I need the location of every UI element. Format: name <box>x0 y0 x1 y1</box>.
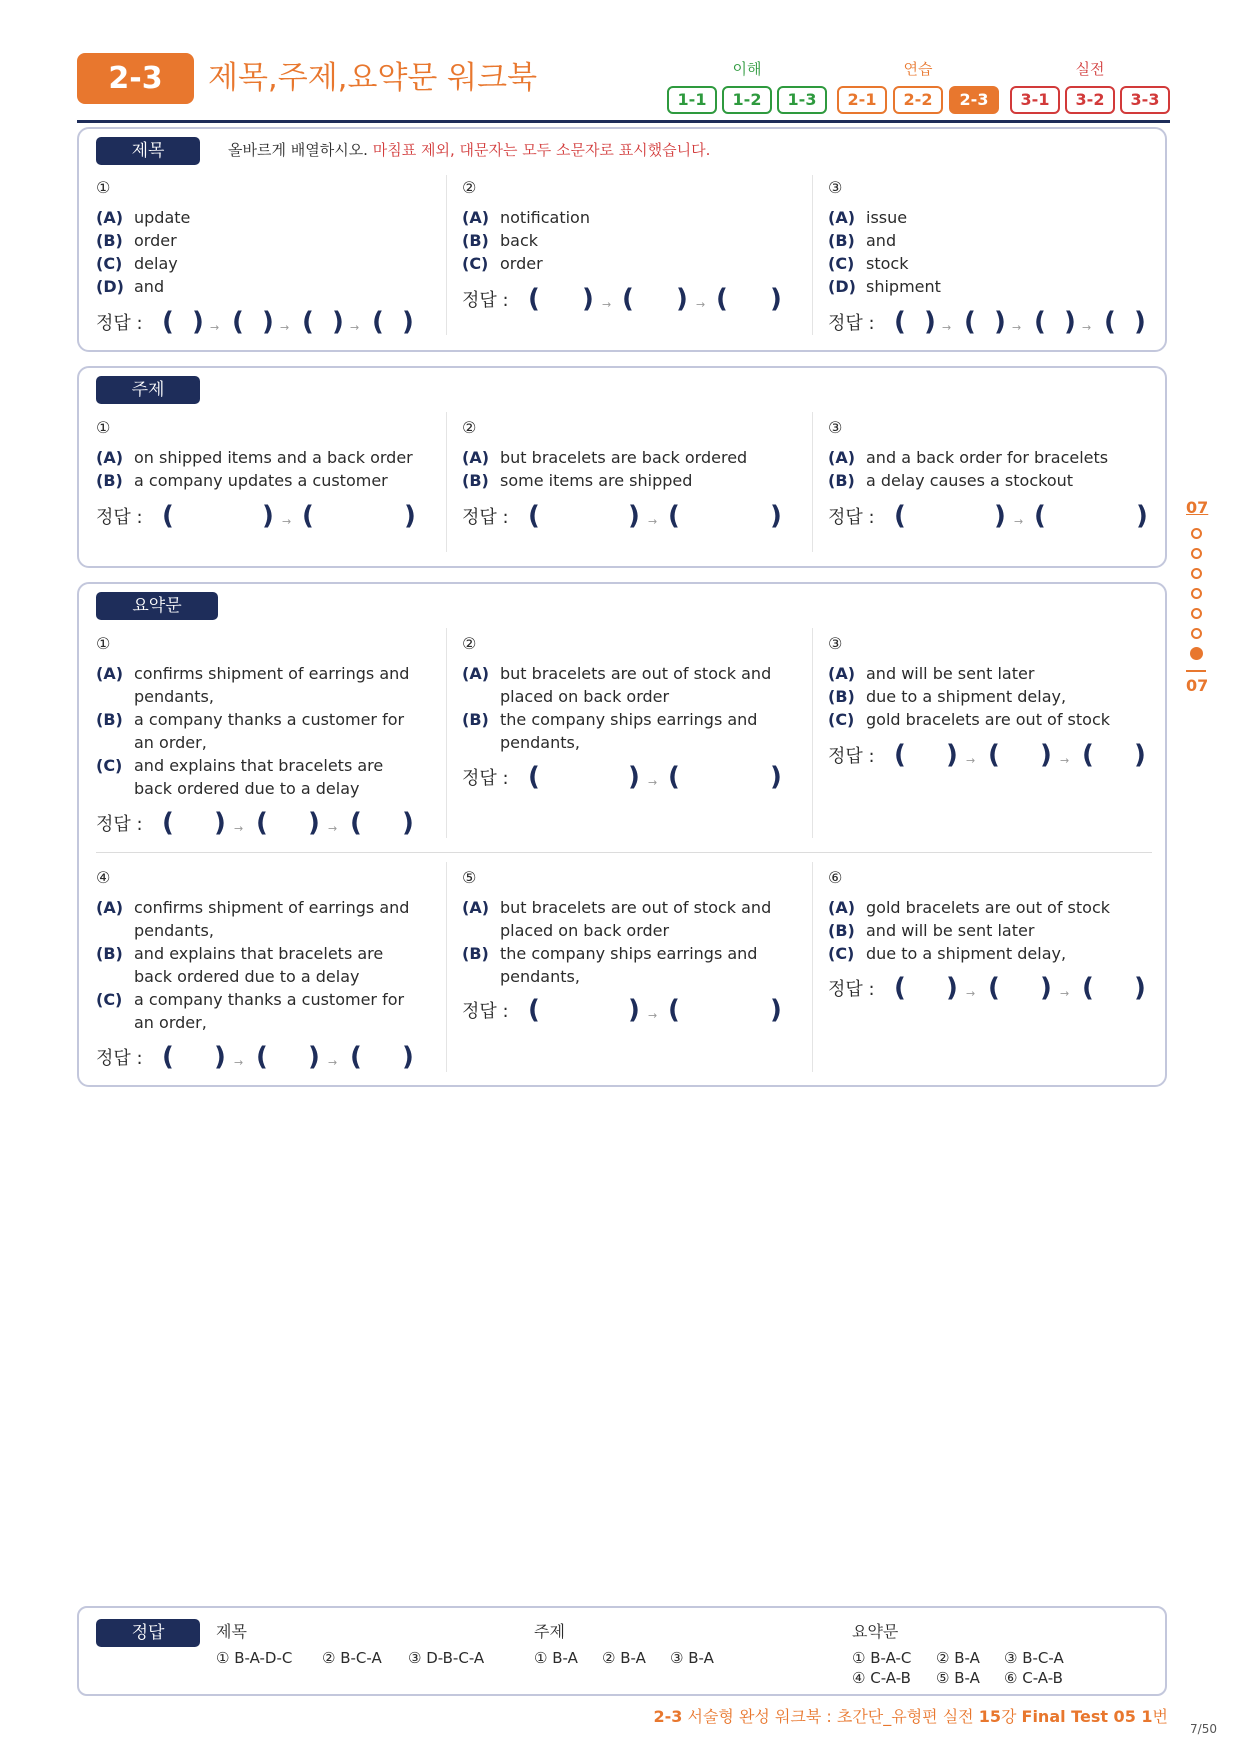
nav-button-1-3[interactable]: 1-3 <box>777 86 827 114</box>
instruction-main: 올바르게 배열하시오. <box>228 141 368 159</box>
option-b: (B) some items are shipped <box>462 471 693 490</box>
progress-dot[interactable] <box>1191 608 1202 619</box>
answer-key-summary-3: ③ B-C-A <box>1004 1649 1064 1667</box>
column-divider <box>446 628 447 838</box>
option-b: (B) and explains that bracelets are back ordered due to a delay <box>96 944 384 986</box>
question-number: ⑥ <box>828 868 843 887</box>
column-divider <box>812 412 813 552</box>
question-number: ① <box>96 634 111 653</box>
answer-blank-row[interactable]: 정답 : ( ) → ( ) <box>828 501 1148 531</box>
section-tag-title: 제목 <box>96 137 200 165</box>
option-d: (D) shipment <box>828 277 941 296</box>
question-number: ⑤ <box>462 868 477 887</box>
option-b: (B) and will be sent later <box>828 921 1035 940</box>
instruction-note: 마침표 제외, 대문자는 모두 소문자로 표시했습니다. <box>372 141 711 159</box>
progress-dot[interactable] <box>1191 628 1202 639</box>
option-a: (A) but bracelets are out of stock and placed on back order <box>462 664 772 706</box>
question-number: ① <box>96 178 111 197</box>
header-divider <box>77 120 1170 123</box>
answer-blank-row[interactable]: 정답 : ( ) → ( ) → ( ) <box>828 740 1146 770</box>
answer-blank-row[interactable]: 정답 : ( ) → ( ) → ( ) <box>462 284 782 314</box>
option-c: (C) delay <box>96 254 178 273</box>
answer-key-title-1: ① B-A-D-C <box>216 1649 293 1667</box>
question-number: ④ <box>96 868 111 887</box>
option-b: (B) a company updates a customer <box>96 471 388 490</box>
option-a: (A) but bracelets are out of stock and placed on back order <box>462 898 772 940</box>
option-c: (C) stock <box>828 254 909 273</box>
option-a: (A) gold bracelets are out of stock <box>828 898 1111 917</box>
page-number: 7/50 <box>1190 1722 1217 1736</box>
answer-blank-row[interactable]: 정답 : ( ) → ( ) → ( ) <box>828 973 1146 1003</box>
answer-blank-row[interactable]: 정답 : ( ) → ( ) <box>462 762 782 792</box>
instruction <box>228 140 710 160</box>
answer-key-summary-1: ① B-A-C <box>852 1649 912 1667</box>
nav-button-1-1[interactable]: 1-1 <box>667 86 717 114</box>
progress-dot[interactable] <box>1191 568 1202 579</box>
summary-row-divider <box>96 852 1152 853</box>
question-number: ③ <box>828 634 843 653</box>
option-a: (A) and will be sent later <box>828 664 1035 683</box>
answer-blank-row[interactable]: 정답 : ( ) → ( ) → ( ) <box>96 808 414 838</box>
side-divider <box>1186 670 1206 672</box>
column-divider <box>812 628 813 838</box>
option-a: (A) and a back order for bracelets <box>828 448 1109 467</box>
nav-group-label-practice: 연습 <box>903 60 933 78</box>
answer-key-title-2: ② B-C-A <box>322 1649 382 1667</box>
column-divider <box>812 175 813 335</box>
nav-button-1-2[interactable]: 1-2 <box>722 86 772 114</box>
column-divider <box>812 862 813 1072</box>
question-number: ② <box>462 418 477 437</box>
option-c: (C) and explains that bracelets are back ordered due to a delay <box>96 756 384 798</box>
option-b: (B) a delay causes a stockout <box>828 471 1074 490</box>
option-a: (A) notification <box>462 208 590 227</box>
option-a: (A) on shipped items and a back order <box>96 448 413 467</box>
column-divider <box>446 412 447 552</box>
answer-key-title-3: ③ D-B-C-A <box>408 1649 485 1667</box>
question-number: ② <box>462 178 477 197</box>
option-b: (B) and <box>828 231 897 250</box>
answer-blank-row[interactable]: 정답 : ( ) → ( ) <box>96 501 416 531</box>
nav-group-label-real: 실전 <box>1075 60 1105 78</box>
question-number: ② <box>462 634 477 653</box>
question-number: ① <box>96 418 111 437</box>
option-c: (C) order <box>462 254 543 273</box>
answer-key-title-head: 제목 <box>216 1622 247 1641</box>
nav-button-2-1[interactable]: 2-1 <box>837 86 887 114</box>
nav-group-label-understand: 이해 <box>732 60 762 78</box>
answer-key-topic-1: ① B-A <box>534 1649 578 1667</box>
column-divider <box>446 862 447 1072</box>
option-c: (C) due to a shipment delay, <box>828 944 1067 963</box>
option-c: (C) a company thanks a customer for an order, <box>96 990 405 1032</box>
answer-key-summary-2: ② B-A <box>936 1649 980 1667</box>
progress-dot-active[interactable] <box>1190 647 1203 660</box>
section-tag-summary: 요약문 <box>96 592 218 620</box>
option-a: (A) but bracelets are back ordered <box>462 448 748 467</box>
side-page-indicator-top: 07 <box>1186 498 1209 517</box>
answer-key-summary-6: ⑥ C-A-B <box>1004 1669 1063 1687</box>
section-tag-answer: 정답 <box>96 1619 200 1647</box>
answer-blank-row[interactable]: 정답 : ( ) → ( ) <box>462 995 782 1025</box>
side-page-indicator-bottom: 07 <box>1186 676 1209 695</box>
option-a: (A) confirms shipment of earrings and pendants, <box>96 898 410 940</box>
answer-blank-row[interactable]: 정답 : ( ) → ( ) → ( ) → ( ) <box>96 307 414 337</box>
section-badge: 2-3 <box>77 53 194 104</box>
progress-dot[interactable] <box>1191 548 1202 559</box>
section-tag-topic: 주제 <box>96 376 200 404</box>
answer-key-summary-5: ⑤ B-A <box>936 1669 980 1687</box>
answer-key-summary-4: ④ C-A-B <box>852 1669 911 1687</box>
question-number: ③ <box>828 178 843 197</box>
nav-button-3-2[interactable]: 3-2 <box>1065 86 1115 114</box>
nav-button-3-1[interactable]: 3-1 <box>1010 86 1060 114</box>
option-d: (D) and <box>96 277 165 296</box>
option-a: (A) issue <box>828 208 908 227</box>
column-divider <box>446 175 447 335</box>
option-b: (B) the company ships earrings and pendants, <box>462 710 758 752</box>
question-number: ③ <box>828 418 843 437</box>
answer-blank-row[interactable]: 정답 : ( ) → ( ) <box>462 501 782 531</box>
option-b: (B) the company ships earrings and pendants, <box>462 944 758 986</box>
option-b: (B) back <box>462 231 539 250</box>
nav-button-2-2[interactable]: 2-2 <box>893 86 943 114</box>
page-title: 제목,주제,요약문 워크북 <box>208 60 538 96</box>
footer-caption: 2-3 서술형 완성 워크북 : 초간단_유형편 실전 15강 Final Test 05 1번 <box>653 1707 1168 1726</box>
option-b: (B) a company thanks a customer for an order, <box>96 710 405 752</box>
answer-key-summary-head: 요약문 <box>852 1622 899 1641</box>
nav-button-3-3[interactable]: 3-3 <box>1120 86 1170 114</box>
nav-button-2-3-active[interactable]: 2-3 <box>949 86 999 114</box>
answer-key-topic-head: 주제 <box>534 1622 565 1641</box>
progress-dot[interactable] <box>1191 588 1202 599</box>
option-a: (A) confirms shipment of earrings and pendants, <box>96 664 410 706</box>
answer-blank-row[interactable]: 정답 : ( ) → ( ) → ( ) → ( ) <box>828 307 1146 337</box>
option-a: (A) update <box>96 208 191 227</box>
option-b: (B) order <box>96 231 177 250</box>
option-c: (C) gold bracelets are out of stock <box>828 710 1111 729</box>
option-b: (B) due to a shipment delay, <box>828 687 1067 706</box>
answer-blank-row[interactable]: 정답 : ( ) → ( ) → ( ) <box>96 1042 414 1072</box>
answer-key-topic-2: ② B-A <box>602 1649 646 1667</box>
progress-dot[interactable] <box>1191 528 1202 539</box>
answer-key-topic-3: ③ B-A <box>670 1649 714 1667</box>
